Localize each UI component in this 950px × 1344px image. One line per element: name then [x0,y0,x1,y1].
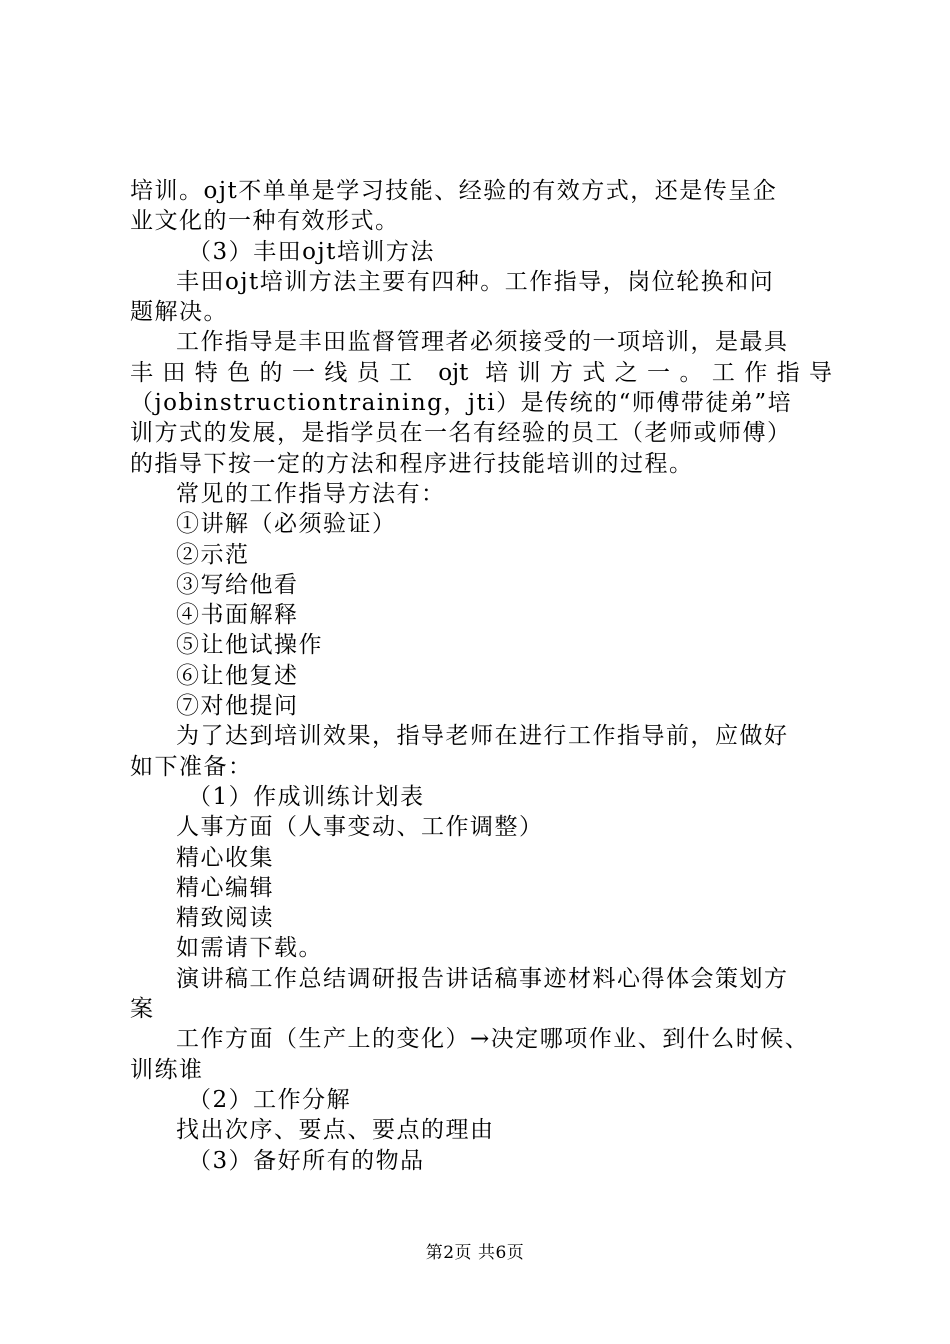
paragraph-line: 精致阅读 [176,905,274,932]
section-heading: （3）丰田ojt培训方法 [188,238,435,265]
list-item: ⑥让他复述 [176,662,299,689]
list-item: ⑤让他试操作 [176,632,323,659]
section-heading: （2）工作分解 [188,1086,352,1113]
paragraph-line: 的指导下按一定的方法和程序进行技能培训的过程。 [130,450,694,477]
paragraph-line: （jobinstructiontraining，jti）是传统的“师傅带徒弟”培 [130,390,793,417]
section-heading: （1）作成训练计划表 [188,783,425,810]
paragraph-line: 如下准备： [130,753,253,780]
list-item: ④书面解释 [176,602,299,629]
paragraph-line: 培训。ojt不单单是学习技能、经验的有效方式，还是传呈企 [130,178,778,204]
paragraph-line: 如需请下载。 [176,935,323,962]
list-item: ③写给他看 [176,571,299,598]
paragraph-line: 为了达到培训效果，指导老师在进行工作指导前，应做好 [176,723,789,750]
paragraph-line: 丰田特色的一线员工 ojt 培训方式之一。工作指导 [130,359,832,386]
paragraph-line: 丰田ojt培训方法主要有四种。工作指导，岗位轮换和问 [176,268,775,295]
section-heading: （3）备好所有的物品 [188,1147,425,1174]
paragraph-line: 业文化的一种有效形式。 [130,208,400,235]
paragraph-line: 题解决。 [130,299,228,326]
list-item: ①讲解（必须验证） [176,511,397,538]
paragraph-line: 演讲稿工作总结调研报告讲话稿事迹材料心得体会策划方 [176,965,789,992]
list-item: ⑦对他提问 [176,693,299,720]
document-body [130,176,832,1176]
paragraph-line: 工作指导是丰田监督管理者必须接受的一项培训，是最具 [176,329,789,356]
paragraph-line: 找出次序、要点、要点的理由 [176,1117,495,1144]
paragraph-line: 常见的工作指导方法有： [176,480,446,507]
paragraph-line: 精心收集 [176,844,274,871]
page-number-footer: 第2页 共6页 [425,1243,525,1263]
paragraph-line: 精心编辑 [176,874,274,901]
paragraph-line: 人事方面（人事变动、工作调整） [176,814,544,841]
paragraph-line: 工作方面（生产上的变化）→决定哪项作业、到什么时候、 [176,1026,810,1053]
paragraph-line: 训练谁 [130,1056,204,1083]
paragraph-line: 案 [130,996,155,1023]
list-item: ②示范 [176,541,250,568]
paragraph-line: 训方式的发展，是指学员在一名有经验的员工（老师或师傅） [130,420,792,447]
